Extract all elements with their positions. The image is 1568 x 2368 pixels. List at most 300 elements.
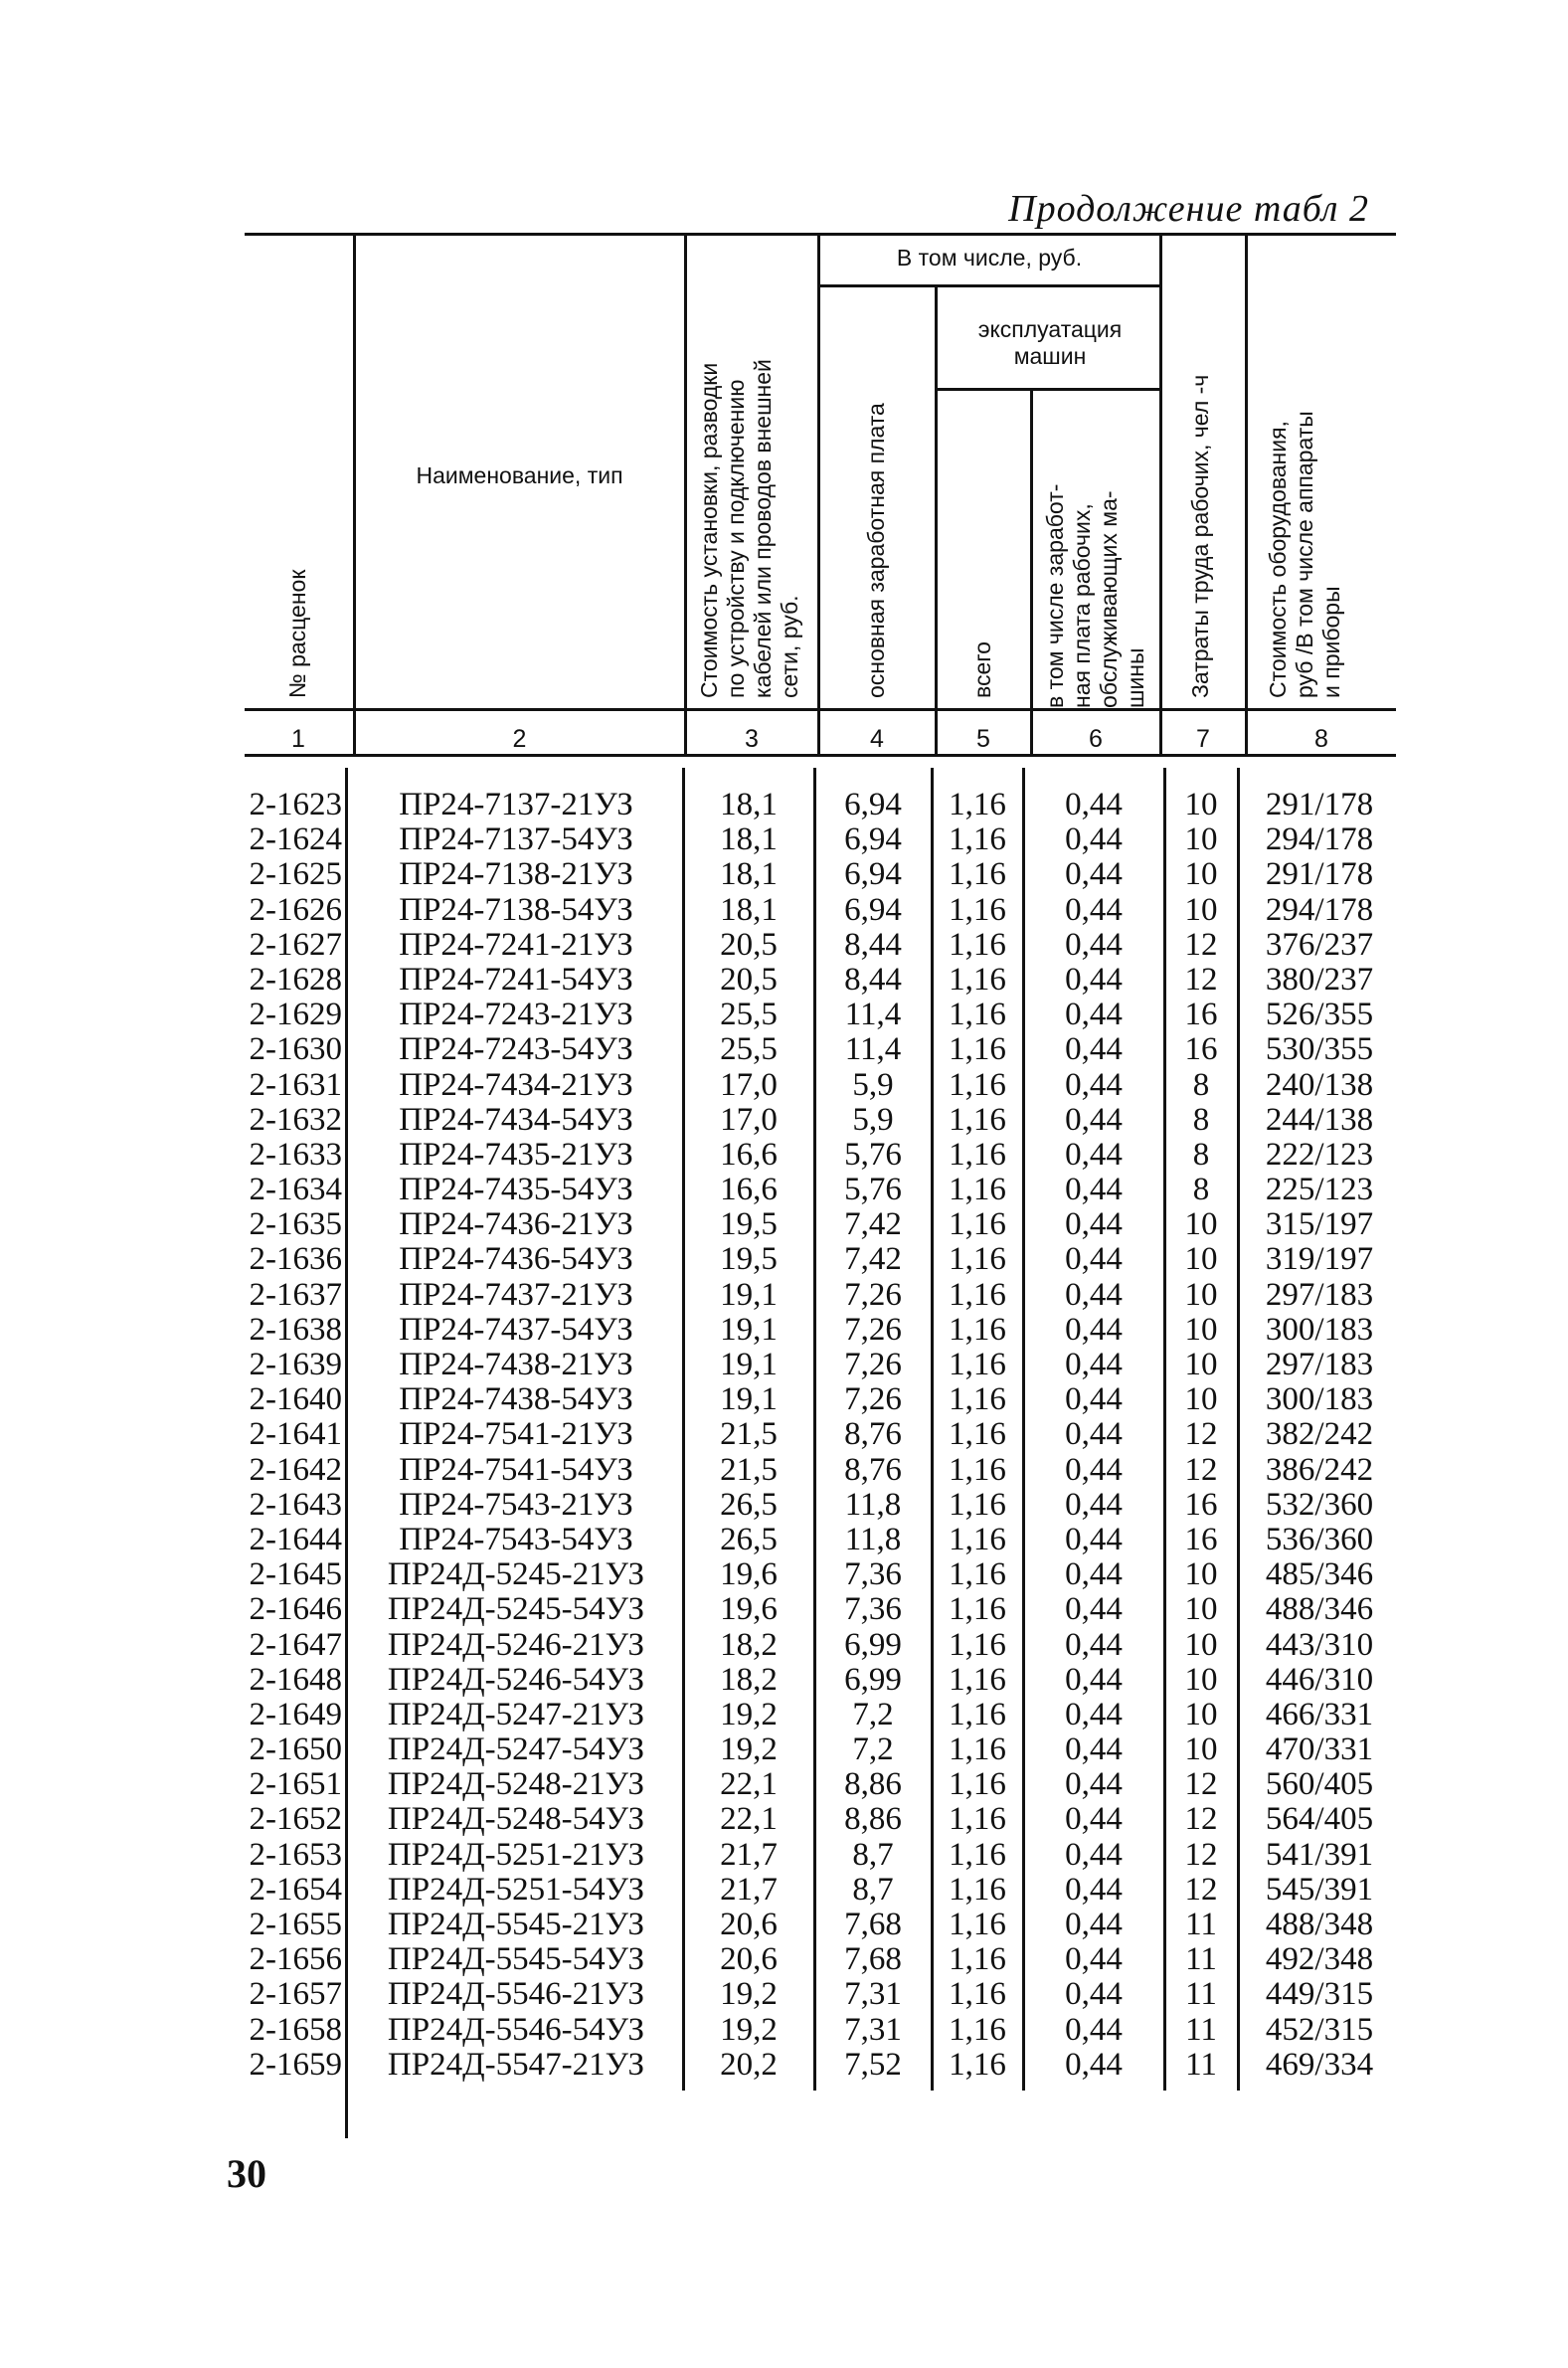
cell-machine-wage: 0,44 (1065, 1347, 1123, 1382)
cell-exploitation-total: 1,16 (949, 1381, 1006, 1418)
cell-base-wage: 6,94 (844, 856, 902, 893)
cell-install-cost: 18,2 (720, 1661, 778, 1698)
header-code: № расценок (284, 569, 310, 698)
header-install-cost-line1: Стоимость установки, разводки (696, 362, 722, 698)
cell-base-wage: 8,7 (852, 1871, 894, 1908)
cell-name: ПР24-7434-54УЗ (399, 1101, 633, 1138)
cell-code: 2-1628 (249, 961, 342, 998)
cell-labor: 10 (1184, 787, 1218, 822)
cell-labor: 11 (1185, 1976, 1217, 2013)
table-row (0, 1207, 1568, 1242)
cell-install-cost: 20,2 (720, 2046, 778, 2083)
cell-equipment: 485/346 (1265, 1556, 1374, 1593)
page-number: 30 (227, 2151, 266, 2196)
cell-exploitation-total: 1,16 (949, 1416, 1006, 1453)
cell-code: 2-1646 (249, 1591, 342, 1628)
header-machine-wage-line1: в том числе заработ- (1042, 483, 1068, 708)
cell-name: ПР24Д-5247-54УЗ (387, 1731, 645, 1768)
cell-install-cost: 19,2 (720, 1731, 778, 1768)
col-number-2: 2 (512, 725, 527, 753)
cell-name: ПР24Д-5545-54УЗ (387, 1941, 645, 1978)
col-number-3: 3 (745, 725, 759, 753)
cell-base-wage: 11,8 (844, 1521, 902, 1557)
cell-install-cost: 19,2 (720, 1696, 778, 1732)
cell-equipment: 545/391 (1265, 1871, 1374, 1908)
cell-labor: 11 (1185, 2046, 1217, 2083)
cell-code: 2-1641 (249, 1416, 342, 1453)
table-row (0, 893, 1568, 928)
header-equipment-line2: руб /В том числе аппараты (1292, 411, 1317, 698)
table-row (0, 1942, 1568, 1977)
exploitation-rule (935, 388, 1159, 391)
table-row (0, 857, 1568, 892)
cell-equipment: 469/334 (1265, 2046, 1374, 2083)
cell-labor: 8 (1192, 1172, 1210, 1208)
col-number-1: 1 (291, 725, 305, 753)
cell-exploitation-total: 1,16 (949, 1801, 1006, 1838)
col-numbers-rule (245, 754, 1396, 757)
table-row (0, 1382, 1568, 1417)
cell-machine-wage: 0,44 (1065, 1976, 1123, 2013)
cell-code: 2-1632 (249, 1101, 342, 1138)
cell-exploitation-total: 1,16 (949, 1836, 1006, 1873)
group-rule (817, 284, 1159, 287)
table-row (0, 1767, 1568, 1802)
divider-3 (817, 233, 820, 754)
cell-labor: 11 (1185, 1907, 1217, 1942)
cell-exploitation-total: 1,16 (949, 1031, 1006, 1068)
cell-install-cost: 21,5 (720, 1416, 778, 1453)
cell-exploitation-total: 1,16 (949, 1172, 1006, 1208)
cell-equipment: 240/138 (1265, 1066, 1374, 1103)
cell-labor: 12 (1184, 1836, 1218, 1873)
cell-machine-wage: 0,44 (1065, 1766, 1123, 1803)
cell-name: ПР24Д-5251-54УЗ (387, 1871, 645, 1908)
cell-machine-wage: 0,44 (1065, 1941, 1123, 1978)
cell-base-wage: 6,99 (844, 1661, 902, 1698)
cell-equipment: 560/405 (1265, 1766, 1374, 1803)
cell-labor: 8 (1192, 1136, 1210, 1173)
cell-code: 2-1653 (249, 1836, 342, 1873)
cell-labor: 10 (1184, 856, 1218, 893)
table-row (0, 1628, 1568, 1663)
cell-name: ПР24Д-5246-21УЗ (387, 1626, 645, 1663)
cell-equipment: 244/138 (1265, 1101, 1374, 1138)
cell-code: 2-1659 (249, 2046, 342, 2083)
cell-install-cost: 16,6 (720, 1172, 778, 1208)
table-row (0, 2048, 1568, 2083)
cell-code: 2-1631 (249, 1066, 342, 1103)
col-number-8: 8 (1314, 725, 1328, 753)
cell-labor: 10 (1184, 1241, 1218, 1278)
table-row (0, 963, 1568, 998)
cell-equipment: 532/360 (1265, 1486, 1374, 1523)
cell-base-wage: 7,31 (844, 1976, 902, 2013)
table-row (0, 928, 1568, 963)
cell-install-cost: 25,5 (720, 997, 778, 1033)
cell-install-cost: 17,0 (720, 1101, 778, 1138)
cell-install-cost: 21,7 (720, 1836, 778, 1873)
header-name: Наименование, тип (416, 462, 623, 488)
cell-labor: 12 (1184, 1801, 1218, 1838)
cell-machine-wage: 0,44 (1065, 1836, 1123, 1873)
cell-name: ПР24-7435-21УЗ (399, 1136, 633, 1173)
cell-equipment: 297/183 (1265, 1347, 1374, 1382)
cell-install-cost: 19,1 (720, 1347, 778, 1382)
header-base-wage: основная заработная плата (863, 403, 889, 698)
cell-exploitation-total: 1,16 (949, 1556, 1006, 1593)
cell-install-cost: 18,1 (720, 787, 778, 822)
cell-machine-wage: 0,44 (1065, 856, 1123, 893)
cell-name: ПР24-7436-21УЗ (399, 1206, 633, 1243)
cell-equipment: 376/237 (1265, 926, 1374, 963)
cell-base-wage: 7,68 (844, 1941, 902, 1978)
header-install-cost-line2: по устройству и подключению (723, 379, 749, 698)
cell-name: ПР24Д-5246-54УЗ (387, 1661, 645, 1698)
cell-install-cost: 22,1 (720, 1801, 778, 1838)
header-machine-wage-line4: шины (1123, 647, 1148, 708)
cell-install-cost: 19,6 (720, 1556, 778, 1593)
header-labor: Затраты труда рабочих, чел -ч (1187, 374, 1213, 698)
cell-base-wage: 7,26 (844, 1276, 902, 1313)
cell-exploitation-total: 1,16 (949, 1451, 1006, 1488)
table-row (0, 1138, 1568, 1173)
cell-code: 2-1658 (249, 2011, 342, 2048)
cell-base-wage: 7,42 (844, 1241, 902, 1278)
table-row (0, 1453, 1568, 1488)
cell-install-cost: 21,5 (720, 1451, 778, 1488)
divider-4 (935, 284, 938, 754)
cell-code: 2-1656 (249, 1941, 342, 1978)
cell-base-wage: 7,68 (844, 1907, 902, 1942)
cell-base-wage: 8,86 (844, 1801, 902, 1838)
cell-install-cost: 20,6 (720, 1907, 778, 1942)
cell-exploitation-total: 1,16 (949, 1626, 1006, 1663)
cell-code: 2-1643 (249, 1486, 342, 1523)
cell-code: 2-1650 (249, 1731, 342, 1768)
cell-exploitation-total: 1,16 (949, 2046, 1006, 2083)
table-row (0, 998, 1568, 1032)
cell-base-wage: 5,9 (852, 1066, 894, 1103)
cell-code: 2-1634 (249, 1172, 342, 1208)
cell-exploitation-total: 1,16 (949, 1276, 1006, 1313)
cell-name: ПР24-7541-54УЗ (399, 1451, 633, 1488)
table-row (0, 2013, 1568, 2048)
cell-name: ПР24Д-5247-21УЗ (387, 1696, 645, 1732)
cell-machine-wage: 0,44 (1065, 1661, 1123, 1698)
table-row (0, 1103, 1568, 1138)
table-row (0, 1068, 1568, 1103)
cell-name: ПР24-7541-21УЗ (399, 1416, 633, 1453)
cell-equipment: 291/178 (1265, 787, 1374, 822)
cell-equipment: 492/348 (1265, 1941, 1374, 1978)
cell-exploitation-total: 1,16 (949, 856, 1006, 893)
cell-base-wage: 6,94 (844, 821, 902, 858)
cell-name: ПР24Д-5251-21УЗ (387, 1836, 645, 1873)
cell-base-wage: 8,76 (844, 1416, 902, 1453)
cell-name: ПР24-7138-54УЗ (399, 891, 633, 928)
cell-code: 2-1640 (249, 1381, 342, 1418)
cell-exploitation-total: 1,16 (949, 1766, 1006, 1803)
header-install-cost-line3: кабелей или проводов внешней (750, 359, 776, 698)
col-number-5: 5 (976, 725, 990, 753)
cell-machine-wage: 0,44 (1065, 1801, 1123, 1838)
cell-install-cost: 25,5 (720, 1031, 778, 1068)
cell-labor: 10 (1184, 1591, 1218, 1628)
col-number-4: 4 (870, 725, 884, 753)
header-install-cost (696, 359, 803, 698)
cell-equipment: 382/242 (1265, 1416, 1374, 1453)
cell-exploitation-total: 1,16 (949, 1486, 1006, 1523)
cell-code: 2-1629 (249, 997, 342, 1033)
cell-machine-wage: 0,44 (1065, 1136, 1123, 1173)
cell-exploitation-total: 1,16 (949, 1976, 1006, 2013)
cell-labor: 8 (1192, 1066, 1210, 1103)
cell-base-wage: 7,2 (852, 1731, 894, 1768)
cell-code: 2-1651 (249, 1766, 342, 1803)
cell-base-wage: 6,94 (844, 787, 902, 822)
cell-machine-wage: 0,44 (1065, 821, 1123, 858)
cell-labor: 10 (1184, 1276, 1218, 1313)
cell-install-cost: 18,1 (720, 821, 778, 858)
cell-name: ПР24-7138-21УЗ (399, 856, 633, 893)
cell-machine-wage: 0,44 (1065, 1486, 1123, 1523)
cell-exploitation-total: 1,16 (949, 1347, 1006, 1382)
cell-code: 2-1642 (249, 1451, 342, 1488)
cell-machine-wage: 0,44 (1065, 1626, 1123, 1663)
cell-base-wage: 7,36 (844, 1591, 902, 1628)
cell-name: ПР24-7438-54УЗ (399, 1381, 633, 1418)
header-top-rule (245, 233, 1396, 236)
cell-base-wage: 8,86 (844, 1766, 902, 1803)
continuation-caption: Продолжение табл 2 (1008, 188, 1369, 230)
header-equipment-line1: Стоимость оборудования, (1265, 421, 1291, 698)
cell-equipment: 297/183 (1265, 1276, 1374, 1313)
cell-code: 2-1655 (249, 1907, 342, 1942)
cell-exploitation-total: 1,16 (949, 1941, 1006, 1978)
cell-machine-wage: 0,44 (1065, 891, 1123, 928)
cell-base-wage: 7,26 (844, 1347, 902, 1382)
table-row (0, 1032, 1568, 1067)
cell-exploitation-total: 1,16 (949, 1136, 1006, 1173)
cell-install-cost: 20,5 (720, 926, 778, 963)
cell-base-wage: 5,76 (844, 1172, 902, 1208)
cell-machine-wage: 0,44 (1065, 1031, 1123, 1068)
cell-code: 2-1630 (249, 1031, 342, 1068)
table-row (0, 1417, 1568, 1452)
cell-equipment: 294/178 (1265, 891, 1374, 928)
cell-code: 2-1637 (249, 1276, 342, 1313)
cell-install-cost: 22,1 (720, 1766, 778, 1803)
cell-name: ПР24-7435-54УЗ (399, 1172, 633, 1208)
cell-code: 2-1633 (249, 1136, 342, 1173)
cell-code: 2-1623 (249, 787, 342, 822)
cell-equipment: 300/183 (1265, 1381, 1374, 1418)
table-row (0, 788, 1568, 822)
cell-machine-wage: 0,44 (1065, 787, 1123, 822)
cell-name: ПР24-7434-21УЗ (399, 1066, 633, 1103)
cell-equipment: 466/331 (1265, 1696, 1374, 1732)
cell-machine-wage: 0,44 (1065, 2011, 1123, 2048)
cell-name: ПР24-7241-21УЗ (399, 926, 633, 963)
cell-machine-wage: 0,44 (1065, 1731, 1123, 1768)
table-row (0, 1663, 1568, 1698)
cell-base-wage: 6,94 (844, 891, 902, 928)
cell-name: ПР24Д-5245-21УЗ (387, 1556, 645, 1593)
cell-equipment: 530/355 (1265, 1031, 1374, 1068)
cell-labor: 12 (1184, 1871, 1218, 1908)
table-row (0, 1313, 1568, 1348)
cell-equipment: 541/391 (1265, 1836, 1374, 1873)
cell-base-wage: 7,26 (844, 1311, 902, 1348)
cell-equipment: 380/237 (1265, 961, 1374, 998)
cell-labor: 10 (1184, 1381, 1218, 1418)
cell-exploitation-total: 1,16 (949, 1591, 1006, 1628)
cell-install-cost: 19,1 (720, 1311, 778, 1348)
cell-install-cost: 18,1 (720, 891, 778, 928)
cell-machine-wage: 0,44 (1065, 1871, 1123, 1908)
table-row (0, 1278, 1568, 1313)
cell-install-cost: 26,5 (720, 1486, 778, 1523)
cell-base-wage: 7,31 (844, 2011, 902, 2048)
cell-labor: 10 (1184, 891, 1218, 928)
cell-machine-wage: 0,44 (1065, 1451, 1123, 1488)
cell-equipment: 294/178 (1265, 821, 1374, 858)
cell-name: ПР24Д-5546-54УЗ (387, 2011, 645, 2048)
cell-install-cost: 19,6 (720, 1591, 778, 1628)
cell-equipment: 300/183 (1265, 1311, 1374, 1348)
table-row (0, 1838, 1568, 1873)
cell-base-wage: 6,99 (844, 1626, 902, 1663)
cell-labor: 16 (1184, 997, 1218, 1033)
cell-labor: 12 (1184, 1416, 1218, 1453)
cell-base-wage: 11,8 (844, 1486, 902, 1523)
cell-name: ПР24Д-5248-54УЗ (387, 1801, 645, 1838)
cell-code: 2-1626 (249, 891, 342, 928)
cell-labor: 16 (1184, 1521, 1218, 1557)
cell-labor: 12 (1184, 1451, 1218, 1488)
cell-equipment: 319/197 (1265, 1241, 1374, 1278)
cell-install-cost: 19,2 (720, 2011, 778, 2048)
header-group: В том числе, руб. (896, 245, 1083, 271)
cell-name: ПР24-7137-21УЗ (399, 787, 633, 822)
cell-name: ПР24Д-5546-21УЗ (387, 1976, 645, 2013)
cell-equipment: 443/310 (1265, 1626, 1374, 1663)
cell-code: 2-1652 (249, 1801, 342, 1838)
cell-name: ПР24Д-5547-21УЗ (387, 2046, 645, 2083)
cell-equipment: 488/346 (1265, 1591, 1374, 1628)
cell-install-cost: 17,0 (720, 1066, 778, 1103)
cell-equipment: 470/331 (1265, 1731, 1374, 1768)
table-row (0, 1698, 1568, 1732)
cell-install-cost: 19,5 (720, 1241, 778, 1278)
cell-name: ПР24Д-5545-21УЗ (387, 1907, 645, 1942)
cell-labor: 10 (1184, 1626, 1218, 1663)
cell-machine-wage: 0,44 (1065, 1311, 1123, 1348)
cell-machine-wage: 0,44 (1065, 926, 1123, 963)
cell-machine-wage: 0,44 (1065, 1101, 1123, 1138)
cell-labor: 12 (1184, 926, 1218, 963)
cell-exploitation-total: 1,16 (949, 821, 1006, 858)
cell-exploitation-total: 1,16 (949, 891, 1006, 928)
header-exploitation: эксплуатация машин (977, 316, 1123, 369)
cell-machine-wage: 0,44 (1065, 1172, 1123, 1208)
cell-equipment: 488/348 (1265, 1907, 1374, 1942)
cell-labor: 10 (1184, 1311, 1218, 1348)
cell-code: 2-1647 (249, 1626, 342, 1663)
cell-machine-wage: 0,44 (1065, 1591, 1123, 1628)
table-row (0, 1557, 1568, 1592)
cell-machine-wage: 0,44 (1065, 1206, 1123, 1243)
header-machine-wage (1042, 484, 1149, 708)
cell-exploitation-total: 1,16 (949, 961, 1006, 998)
table-row (0, 1488, 1568, 1523)
cell-machine-wage: 0,44 (1065, 961, 1123, 998)
cell-machine-wage: 0,44 (1065, 1907, 1123, 1942)
cell-machine-wage: 0,44 (1065, 1241, 1123, 1278)
cell-name: ПР24-7241-54УЗ (399, 961, 633, 998)
cell-code: 2-1657 (249, 1976, 342, 2013)
cell-code: 2-1649 (249, 1696, 342, 1732)
divider-6 (1159, 233, 1162, 754)
cell-base-wage: 5,9 (852, 1101, 894, 1138)
cell-code: 2-1627 (249, 926, 342, 963)
divider-7 (1245, 233, 1248, 754)
cell-equipment: 536/360 (1265, 1521, 1374, 1557)
cell-labor: 12 (1184, 1766, 1218, 1803)
table-row (0, 1242, 1568, 1277)
cell-code: 2-1648 (249, 1661, 342, 1698)
cell-install-cost: 20,5 (720, 961, 778, 998)
cell-exploitation-total: 1,16 (949, 1696, 1006, 1732)
cell-code: 2-1639 (249, 1347, 342, 1382)
col-number-7: 7 (1196, 725, 1210, 753)
cell-base-wage: 11,4 (844, 997, 902, 1033)
cell-equipment: 225/123 (1265, 1172, 1374, 1208)
cell-exploitation-total: 1,16 (949, 997, 1006, 1033)
cell-labor: 11 (1185, 2011, 1217, 2048)
cell-labor: 10 (1184, 1731, 1218, 1768)
cell-code: 2-1644 (249, 1521, 342, 1557)
table-row (0, 1592, 1568, 1627)
cell-install-cost: 21,7 (720, 1871, 778, 1908)
cell-base-wage: 11,4 (844, 1031, 902, 1068)
cell-equipment: 446/310 (1265, 1661, 1374, 1698)
cell-labor: 12 (1184, 961, 1218, 998)
cell-install-cost: 19,5 (720, 1206, 778, 1243)
table-row (0, 1173, 1568, 1207)
cell-machine-wage: 0,44 (1065, 1521, 1123, 1557)
table-row (0, 1523, 1568, 1557)
cell-equipment: 291/178 (1265, 856, 1374, 893)
cell-machine-wage: 0,44 (1065, 997, 1123, 1033)
cell-exploitation-total: 1,16 (949, 1206, 1006, 1243)
header-machine-wage-line3: обслуживающих ма- (1096, 490, 1122, 708)
table-row (0, 1802, 1568, 1837)
cell-name: ПР24-7243-54УЗ (399, 1031, 633, 1068)
cell-exploitation-total: 1,16 (949, 2011, 1006, 2048)
cell-install-cost: 18,2 (720, 1626, 778, 1663)
cell-labor: 10 (1184, 1206, 1218, 1243)
cell-labor: 16 (1184, 1486, 1218, 1523)
cell-exploitation-total: 1,16 (949, 1731, 1006, 1768)
cell-labor: 10 (1184, 821, 1218, 858)
cell-equipment: 386/242 (1265, 1451, 1374, 1488)
header-total: всего (969, 641, 995, 698)
cell-base-wage: 8,44 (844, 961, 902, 998)
cell-equipment: 526/355 (1265, 997, 1374, 1033)
cell-base-wage: 7,42 (844, 1206, 902, 1243)
